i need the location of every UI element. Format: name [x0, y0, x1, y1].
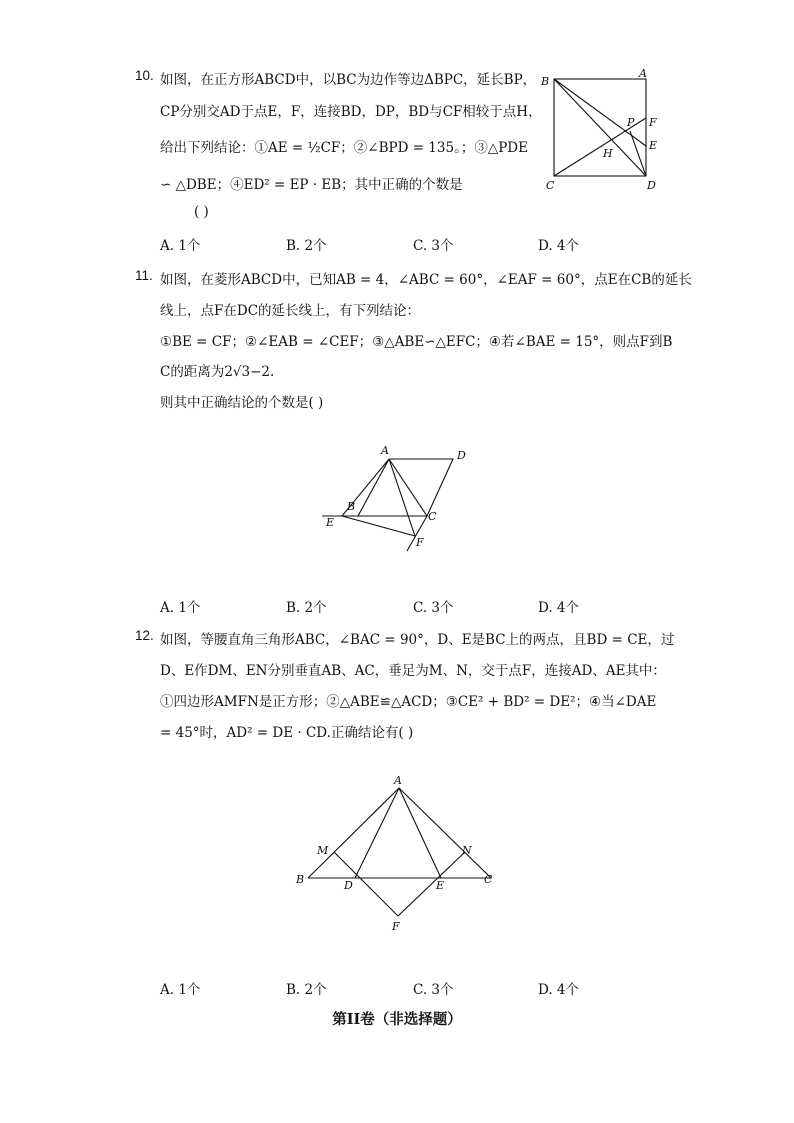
- q11-option-b[interactable]: B. 2个: [286, 600, 327, 616]
- section-title: 第II卷（非选择题）: [332, 1011, 462, 1028]
- label-e: E: [326, 516, 335, 529]
- label-n: N: [462, 844, 472, 857]
- line-nf: [398, 852, 465, 916]
- q11-line-3: ①BE = CF；②∠EAB = ∠CEF；③△ABE∽△EFC；④若∠BAE = 15°，则点F到B: [160, 334, 673, 350]
- q10-line-1: 如图，在正方形ABCD中，以BC为边作等边ΔBPC，延长BP，: [160, 72, 537, 88]
- q12-figure: [290, 770, 505, 935]
- label-c: C: [546, 179, 555, 192]
- label-b: B: [541, 75, 550, 88]
- label-h: H: [603, 147, 613, 160]
- q11-line-1: 如图，在菱形ABCD中，已知AB = 4，∠ABC = 60°，∠EAF = 60°，点E在CB的延长: [160, 272, 692, 288]
- q11-figure: [318, 440, 478, 555]
- label-c: C: [428, 510, 437, 523]
- triangle-abc: [308, 788, 491, 878]
- q11-line-4: C的距离为2√3−2.: [160, 364, 275, 380]
- q12-option-a[interactable]: A. 1个: [160, 982, 201, 998]
- q10-answer-blank: ( ): [194, 204, 209, 220]
- q11-number: 11.: [135, 268, 153, 283]
- q10-line-2: CP分别交AD于点E，F，连接BD，DP，BD与CF相较于点H，: [160, 104, 542, 120]
- side-ab: [358, 459, 389, 516]
- q12-option-d[interactable]: D. 4个: [538, 982, 580, 998]
- q12-line-2: D、E作DM、EN分别垂直AB、AC，垂足为M、N，交于点F，连接AD、AE其中：: [160, 663, 666, 679]
- label-c: C: [484, 873, 493, 886]
- line-ae: [399, 788, 441, 878]
- q11-option-c[interactable]: C. 3个: [413, 600, 454, 616]
- label-a: A: [639, 68, 647, 80]
- q10-figure: [535, 68, 665, 193]
- label-f: F: [416, 536, 424, 549]
- q10-option-c[interactable]: C. 3个: [413, 238, 454, 254]
- q10-option-b[interactable]: B. 2个: [286, 238, 327, 254]
- label-d: D: [647, 179, 656, 192]
- q11-line-2: 线上，点F在DC的延长线上，有下列结论：: [160, 303, 421, 319]
- label-a: A: [381, 444, 389, 457]
- label-e: E: [649, 139, 658, 152]
- label-b: B: [347, 500, 356, 513]
- q10-option-a[interactable]: A. 1个: [160, 238, 201, 254]
- line-af: [389, 459, 415, 536]
- q12-line-4: = 45°时，AD² = DE · CD.正确结论有( ): [160, 725, 414, 741]
- label-d: D: [344, 879, 353, 892]
- label-a: A: [394, 774, 402, 787]
- q11-line-5: 则其中正确结论的个数是( ): [160, 395, 324, 411]
- line-ef: [342, 516, 415, 536]
- q11-option-d[interactable]: D. 4个: [538, 600, 580, 616]
- q10-line-3: 给出下列结论：①AE = ½CF；②∠BPD = 135。；③△PDE: [160, 140, 528, 156]
- q10-line-4: ∽ △DBE；④ED² = EP · EB；其中正确的个数是: [160, 177, 463, 193]
- label-d: D: [457, 449, 466, 462]
- label-p: P: [627, 116, 635, 129]
- q12-option-b[interactable]: B. 2个: [286, 982, 327, 998]
- q12-number: 12.: [135, 628, 154, 643]
- q12-option-c[interactable]: C. 3个: [413, 982, 454, 998]
- label-e: E: [436, 879, 445, 892]
- q10-option-d[interactable]: D. 4个: [538, 238, 580, 254]
- q12-line-1: 如图，等腰直角三角形ABC，∠BAC = 90°，D、E是BC上的两点，且BD = CE，过: [160, 632, 675, 648]
- q12-line-3: ①四边形AMFN是正方形；②△ABE≌△ACD；③CE² + BD² = DE²；④当∠DAE: [160, 694, 657, 710]
- q10-number: 10.: [135, 68, 154, 83]
- label-f: F: [649, 116, 657, 129]
- label-m: M: [317, 844, 329, 857]
- label-f: F: [392, 920, 400, 933]
- diagonal-ac: [389, 459, 427, 516]
- line-dp: [630, 131, 646, 176]
- line-ad: [355, 788, 399, 878]
- q11-option-a[interactable]: A. 1个: [160, 600, 201, 616]
- label-b: B: [296, 873, 305, 886]
